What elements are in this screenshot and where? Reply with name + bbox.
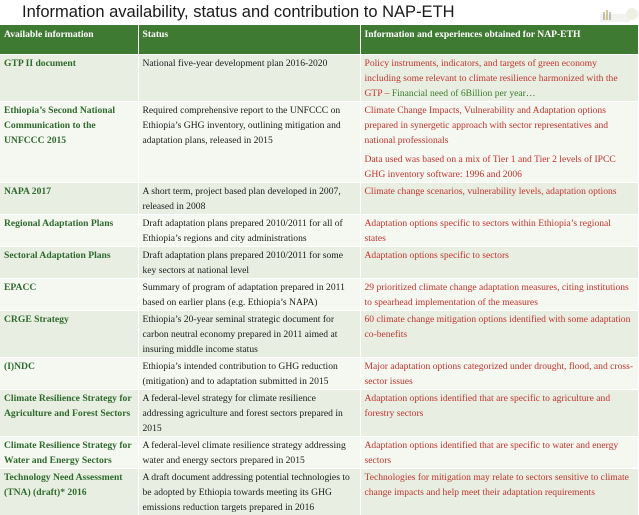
information-line: Major adaptation options categorized under drought, flood, and cross-sector issues (365, 359, 635, 389)
status-cell: Draft adaptation plans prepared 2010/2011 for all of Ethiopia’s regions and city administrations (138, 215, 360, 247)
table-row (0, 358, 638, 390)
table-header-row (0, 25, 638, 55)
status-cell: A federal-level strategy for climate resilience addressing agriculture and forest sectors prepared in 2015 (138, 390, 360, 437)
available-information-cell: Climate Resilience Strategy for Agriculture and Forest Sectors (0, 390, 138, 437)
status-cell: A short term, project based plan developed in 2007, released in 2008 (138, 183, 360, 215)
available-information-cell: Ethiopia’s Second National Communication to the UNFCCC 2015 (0, 102, 138, 183)
information-line: Climate change scenarios, vulnerability levels, adaptation options (365, 184, 635, 199)
information-obtained-cell (360, 358, 638, 390)
table-row (0, 247, 638, 279)
financial-need-text: Financial need of 6Billion per year… (392, 88, 536, 99)
information-obtained-cell (360, 215, 638, 247)
table-row (0, 55, 638, 102)
status-cell: Summary of program of adaptation prepared in 2011 based on earlier plans (e.g. Ethiopia’s NAPA) (138, 279, 360, 311)
status-cell: Required comprehensive report to the UNFCCC on Ethiopia’s GHG inventory, outlining mitigation and adaptation plans, released in 2015 (138, 102, 360, 183)
status-cell: A federal-level climate resilience strategy addressing water and energy sectors prepared in 2015 (138, 437, 360, 469)
information-line: Adaptation options identified that are specific to water and energy sectors (365, 438, 635, 468)
header-information-obtained: Information and experiences obtained for NAP-ETH (360, 25, 638, 55)
table-row (0, 215, 638, 247)
status-cell: Ethiopia’s intended contribution to GHG reduction (mitigation) and to adaptation submitted in 2015 (138, 358, 360, 390)
information-line: Adaptation options specific to sectors (365, 248, 635, 263)
available-information-cell: (I)NDC (0, 358, 138, 390)
information-obtained-cell (360, 183, 638, 215)
status-cell: Ethiopia’s 20-year seminal strategic document for carbon neutral economy prepared in 2011 aimed at insuring middle income status (138, 311, 360, 358)
information-table (0, 25, 639, 515)
available-information-cell: Climate Resilience Strategy for Water and Energy Sectors (0, 437, 138, 469)
information-line: Technologies for mitigation may relate to sectors sensitive to climate change impacts and help meet their adaptation requirements (365, 470, 635, 500)
logo-mark (596, 0, 638, 22)
header-available-information: Available information (0, 25, 138, 55)
available-information-cell: EPACC (0, 279, 138, 311)
information-obtained-cell (360, 469, 638, 515)
table-row (0, 469, 638, 515)
information-line: 60 climate change mitigation options identified with some adaptation co-benefits (365, 312, 635, 342)
information-obtained-cell (360, 390, 638, 437)
available-information-cell: Technology Need Assessment (TNA) (draft)* 2016 (0, 469, 138, 515)
table-row (0, 437, 638, 469)
status-cell: A draft document addressing potential technologies to be adopted by Ethiopia towards meeting its GHG emissions reduction targets prepared in 2016 (138, 469, 360, 515)
slide-title: Information availability, status and contribution to NAP-ETH (22, 3, 455, 22)
status-cell: Draft adaptation plans prepared 2010/2011 for some key sectors at national level (138, 247, 360, 279)
available-information-cell: CRGE Strategy (0, 311, 138, 358)
available-information-cell: Sectoral Adaptation Plans (0, 247, 138, 279)
status-cell: National five-year development plan 2016-2020 (138, 55, 360, 102)
table-body (0, 55, 638, 515)
information-line: 29 prioritized climate change adaptation measures, citing institutions to spearhead implementation of the measures (365, 280, 635, 310)
information-obtained-cell (360, 279, 638, 311)
information-line: Climate Change Impacts, Vulnerability and Adaptation options prepared in synergetic approach with sector representatives and national professionals (365, 103, 635, 148)
information-line: Data used was based on a mix of Tier 1 and Tier 2 levels of IPCC GHG inventory software: 1996 and 2006 (365, 152, 635, 182)
available-information-cell: NAPA 2017 (0, 183, 138, 215)
available-information-cell: GTP II document (0, 55, 138, 102)
information-obtained-cell (360, 55, 638, 102)
table-row (0, 390, 638, 437)
table-row (0, 279, 638, 311)
information-obtained-cell (360, 437, 638, 469)
table-row (0, 311, 638, 358)
table-row (0, 102, 638, 183)
information-line: Adaptation options identified that are specific to agriculture and forestry sectors (365, 391, 635, 421)
header-status: Status (138, 25, 360, 55)
information-line (365, 56, 635, 101)
information-obtained-cell (360, 311, 638, 358)
information-line: Adaptation options specific to sectors within Ethiopia’s regional states (365, 216, 635, 246)
information-obtained-cell (360, 102, 638, 183)
information-text: Policy instruments, indicators, and targets of green economy including some relevant to climate resilience harmonized with the GTP – (365, 58, 618, 99)
table-row (0, 183, 638, 215)
available-information-cell: Regional Adaptation Plans (0, 215, 138, 247)
information-obtained-cell (360, 247, 638, 279)
information-table-container (0, 25, 638, 478)
